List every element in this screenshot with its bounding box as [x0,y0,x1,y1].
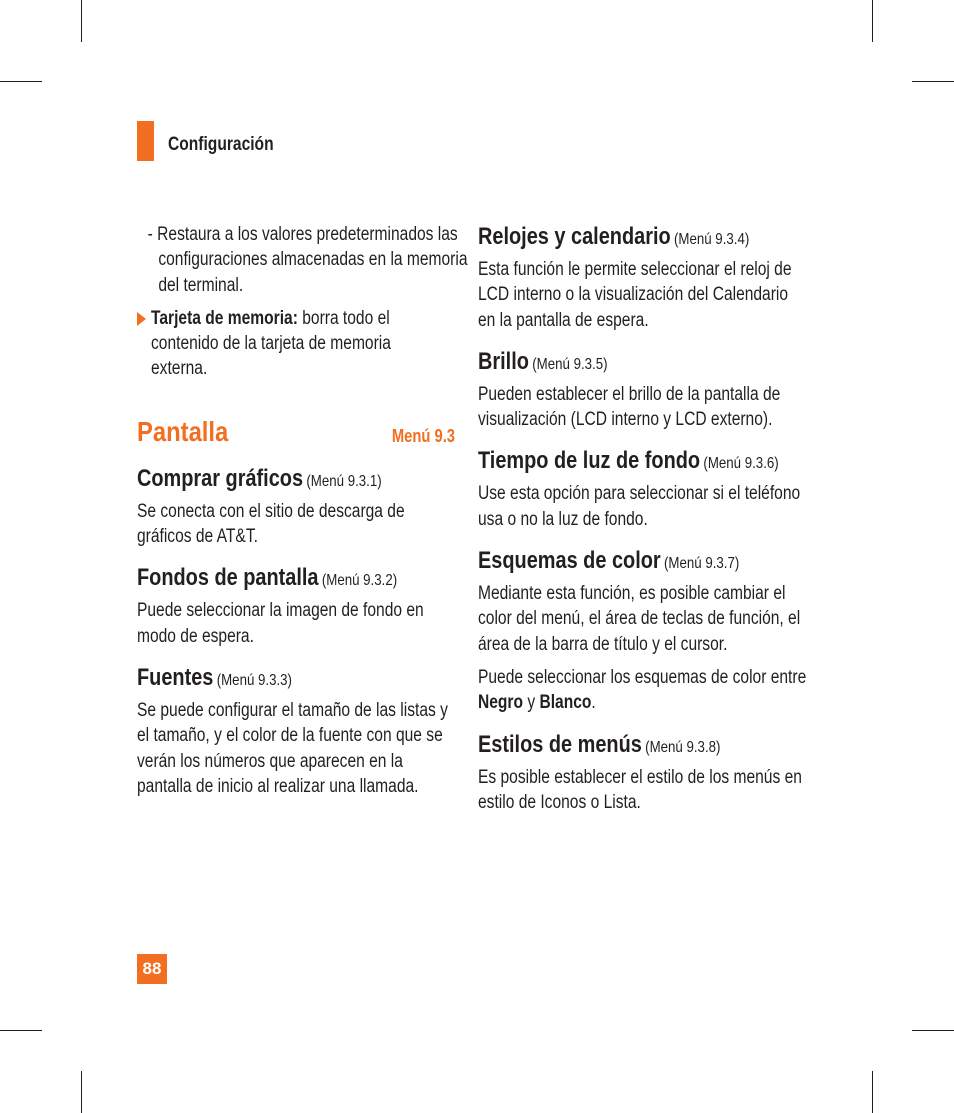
item-title: Tiempo de luz de fondo [478,447,701,475]
item-fondos-de-pantalla [137,563,457,649]
page-number: 88 [137,954,167,984]
item-text: Se conecta con el sitio de descarga de gráficos de AT&T. [137,500,405,548]
section-header [137,416,457,450]
option-negro: Negro [478,692,524,714]
item-text: Se puede configurar el tamaño de las listas y el tamaño, y el color de la fuente con que se verán los números que aparecen en la pantalla de inicio al realizar una llamada. [137,699,448,797]
left-column [137,222,468,799]
item-text: Esta función le permite seleccionar el reloj de LCD interno o la visualización del Calendario en la pantalla de espera. [478,259,792,331]
item-text: Puede seleccionar la imagen de fondo en modo de espera. [137,600,424,647]
text-fragment: Puede seleccionar los esquemas de color entre [478,666,807,688]
item-title: Esquemas de color [478,547,661,575]
item-text: Use esta opción para seleccionar si el teléfono usa o no la luz de fondo. [478,483,801,530]
bullet-item [137,306,457,382]
item-text-secondary [478,665,808,716]
item-text: Pueden establecer el brillo de la pantalla de visualización (LCD interno y LCD externo). [478,383,781,431]
item-esquemas-de-color [478,546,808,715]
bullet-body: borra todo el contenido de la tarjeta de memoria externa. [151,307,391,380]
header-title: Configuración [168,134,274,155]
item-menu-number: (Menú 9.3.4) [673,231,750,248]
crop-mark [872,0,873,42]
triangle-bullet-icon [137,312,146,326]
bullet-text [151,306,447,382]
item-text: Es posible establecer el estilo de los menús en estilo de Iconos o Lista. [478,766,802,813]
item-comprar-graficos [137,464,457,550]
text-fragment: . [591,692,596,714]
item-title: Relojes y calendario [478,223,671,250]
item-tiempo-de-luz-de-fondo [478,446,808,532]
section-title: Pantalla [137,415,229,447]
section-menu-number: Menú 9.3 [391,425,455,446]
crop-mark [912,1030,954,1031]
item-relojes-y-calendario [478,222,808,333]
item-text: Mediante esta función, es posible cambiar el color del menú, el área de teclas de función, el área de la barra de título y el cursor. [478,583,801,655]
bullet-label: Tarjeta de memoria: [151,307,298,329]
crop-mark [872,1071,873,1113]
item-title: Fuentes [137,663,214,691]
item-title: Estilos de menús [478,730,642,758]
crop-mark [81,0,82,42]
item-brillo [478,347,808,433]
item-title: Brillo [478,347,529,375]
item-estilos-de-menus [478,730,808,816]
dash-text: - Restaura a los valores predeterminados las configuraciones almacenadas en la memoria del terminal. [147,224,468,296]
right-column [478,222,808,815]
header-accent-bar [137,121,154,161]
crop-mark [912,81,954,82]
option-blanco: Blanco [539,692,592,714]
crop-mark [81,1071,82,1113]
item-menu-number: (Menú 9.3.5) [532,355,608,373]
item-title: Fondos de pantalla [137,564,319,592]
crop-mark [0,1030,42,1031]
item-title: Comprar gráficos [137,464,304,492]
text-fragment: y [523,692,540,714]
item-menu-number: (Menú 9.3.3) [216,671,292,689]
item-menu-number: (Menú 9.3.6) [703,455,779,473]
item-menu-number: (Menú 9.3.8) [645,738,721,756]
item-menu-number: (Menú 9.3.1) [306,472,382,490]
item-menu-number: (Menú 9.3.2) [321,572,398,590]
crop-mark [0,81,42,82]
item-menu-number: (Menú 9.3.7) [663,555,740,573]
item-fuentes [137,663,457,799]
